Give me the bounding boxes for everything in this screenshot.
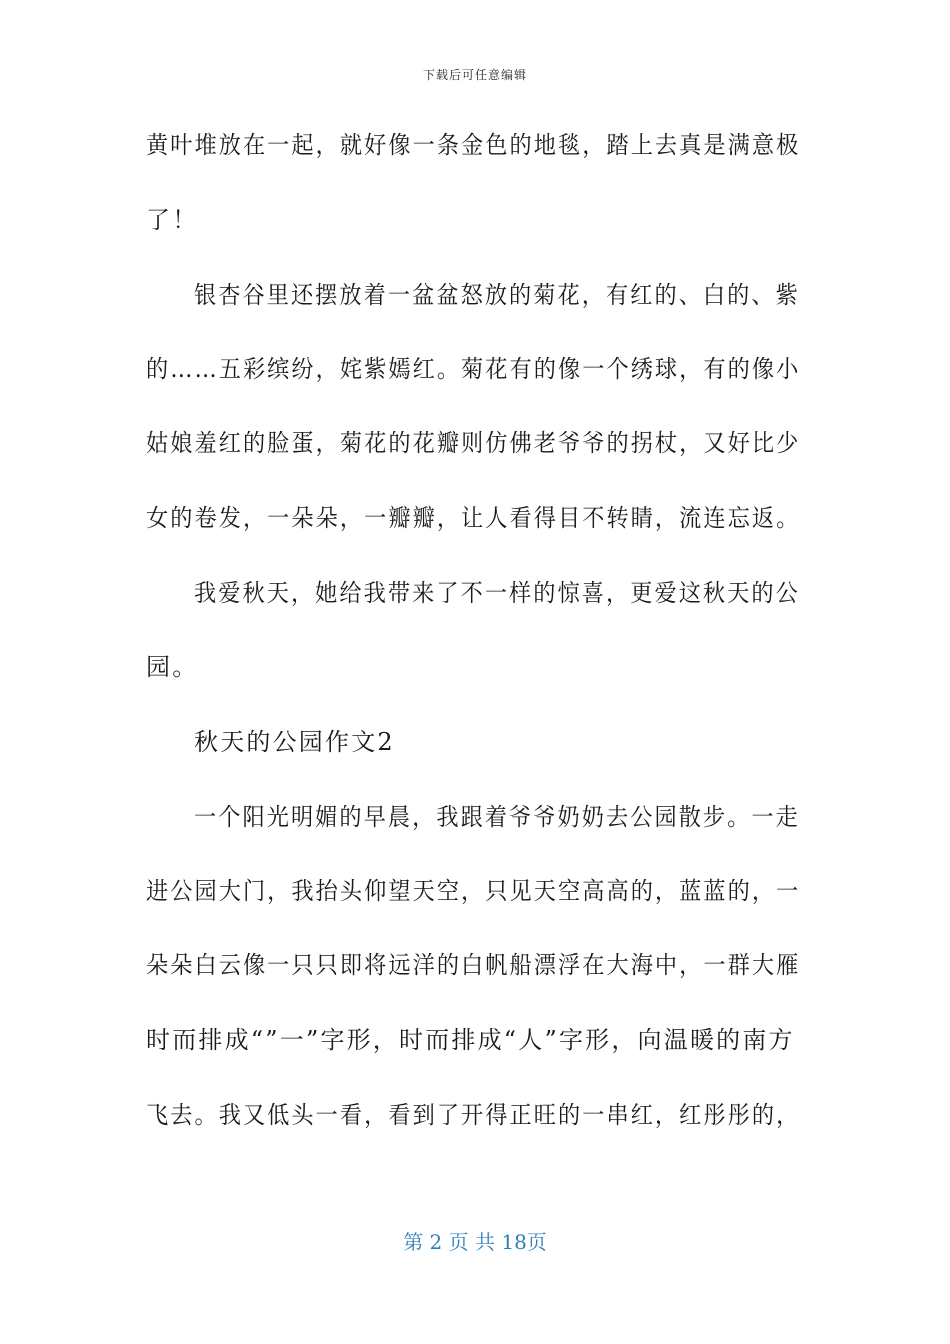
text-line-content: 女的卷发，一朵朵，一瓣瓣，让人看得目不转睛，流连忘返。	[146, 504, 801, 532]
text-line-content: 银杏谷里还摆放着一盆盆怒放的菊花，有红的、白的、紫	[194, 281, 800, 309]
text-line-content: 朵朵白云像一只只即将远洋的白帆船漂浮在大海中，一群大雁	[146, 951, 801, 979]
text-line-content: 我爱秋天，她给我带来了不一样的惊喜，更爱这秋天的公	[194, 579, 800, 607]
text-line-content: 园。	[146, 653, 199, 681]
page-number-label: 第 2 页 共 18页	[403, 1230, 547, 1254]
text-line-content: 的……五彩缤纷，姹紫嫣红。菊花有的像一个绣球，有的像小	[146, 355, 801, 383]
page-header: 下载后可任意编辑	[422, 68, 527, 82]
text-line-content: 一个阳光明媚的早晨，我跟着爷爷奶奶去公园散步。一走	[194, 803, 800, 831]
text-line-content: 了！	[146, 206, 199, 234]
text-line-content: 秋天的公园作文2	[194, 728, 395, 756]
text-line-content: 进公园大门，我抬头仰望天空，只见天空高高的，蓝蓝的，一	[146, 877, 801, 905]
text-line-content: 时而排成“”一”字形，时而排成“人”字形，向温暖的南方	[146, 1026, 795, 1054]
text-line-content: 黄叶堆放在一起，就好像一条金色的地毯，踏上去真是满意极	[146, 131, 801, 159]
page-footer	[0, 1226, 950, 1255]
text-line-content: 姑娘羞红的脸蛋，菊花的花瓣则仿佛老爷爷的拐杖，又好比少	[146, 429, 801, 457]
text-line-content: 飞去。我又低头一看，看到了开得正旺的一串红，红彤彤的，	[146, 1101, 801, 1129]
